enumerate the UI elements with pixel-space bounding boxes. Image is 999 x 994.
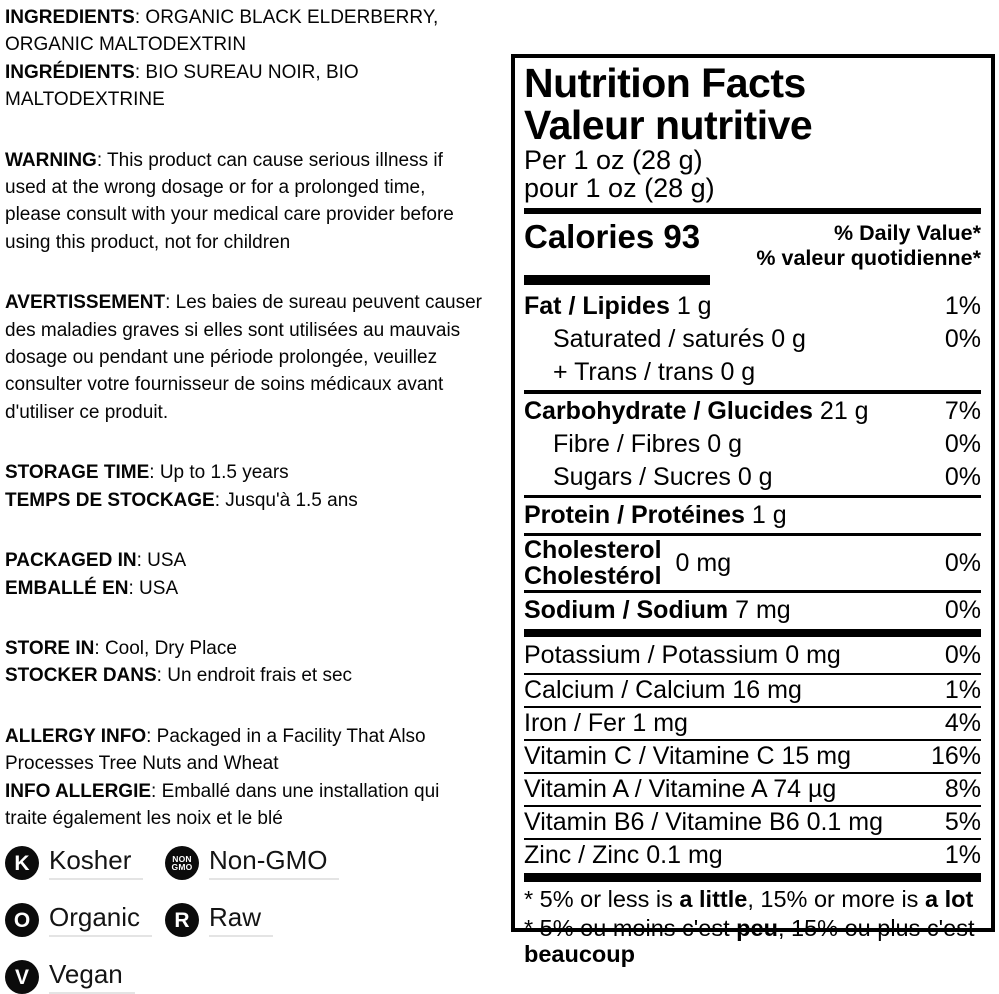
divider [524, 673, 981, 675]
iron-dv: 4% [944, 709, 981, 737]
thick-divider [524, 873, 981, 882]
organic-badge [5, 903, 165, 937]
store-in-block [5, 635, 483, 690]
calcium-dv: 1% [944, 676, 981, 704]
storage-time-en-label: STORAGE TIME [5, 462, 150, 484]
sugars-row: Sugars / Sucres 0 g 0% [524, 461, 981, 494]
kosher-badge [5, 846, 165, 880]
divider [524, 495, 981, 498]
storage-time-en-text: : Up to 1.5 years [149, 462, 289, 484]
warning-en-text: : This product can cause serious illness if used at the wrong dosage or for a prolonged time, please consult with your medical care provider before using this product, not for children [5, 149, 454, 253]
calories-value: Calories 93 [524, 218, 701, 255]
allergy-en [5, 723, 483, 778]
store-in-en [5, 635, 483, 662]
potassium-row: Potassium / Potassium 0 mg 0% [524, 639, 981, 672]
packaged-in-fr-label: EMBALLÉ EN [5, 577, 129, 599]
ingredients-en [5, 4, 483, 59]
nutrient-rows [524, 290, 981, 968]
packaged-in-en-text: : USA [136, 550, 187, 572]
vitamin-b6-row: Vitamin B6 / Vitamine B6 0.1 mg 5% [524, 808, 981, 836]
fat-row: Fat / Lipides 1 g 1% [524, 290, 981, 323]
non-gmo-icon: NON GMO [165, 846, 199, 880]
vitamin-c-dv: 16% [930, 742, 981, 770]
carbohydrate-row: Carbohydrate / Glucides 21 g 7% [524, 395, 981, 428]
iron-row: Iron / Fer 1 mg 4% [524, 709, 981, 737]
cholesterol-value: 0 mg [675, 548, 732, 577]
fat-dv: 1% [944, 292, 981, 320]
packaged-in-en-label: PACKAGED IN [5, 550, 137, 572]
allergy-fr-text: : Emballé dans une installation qui traite également les noix et le blé [5, 780, 440, 829]
raw-icon: R [165, 903, 199, 937]
storage-time-fr [5, 487, 483, 514]
fibre-row: Fibre / Fibres 0 g 0% [524, 428, 981, 461]
allergy-fr-label: INFO ALLERGIE [5, 780, 152, 802]
warning-en-label: WARNING [5, 149, 97, 171]
ingredients-fr-text: : BIO SUREAU NOIR, BIO MALTODEXTRINE [5, 61, 359, 111]
warning-fr-label: AVERTISSEMENT [5, 292, 166, 314]
storage-time-block [5, 459, 483, 514]
packaged-in-en [5, 547, 483, 574]
ingredients-fr-label: INGRÉDIENTS [5, 61, 135, 83]
kosher-label: Kosher [49, 847, 143, 879]
daily-value-header [756, 219, 981, 271]
divider [524, 772, 981, 774]
store-in-en-label: STORE IN [5, 637, 95, 659]
divider [524, 838, 981, 840]
raw-label: Raw [209, 904, 273, 936]
store-in-fr [5, 662, 483, 689]
divider [524, 706, 981, 708]
warning-fr [5, 289, 483, 426]
trans-fat-row: + Trans / trans 0 g [553, 358, 756, 386]
storage-time-en [5, 459, 483, 486]
fibre-dv: 0% [944, 430, 981, 458]
warning-block [5, 147, 483, 257]
nutrition-facts-title-en: Nutrition Facts [524, 60, 806, 106]
saturated-fat-row: Saturated / saturés 0 g 0% [524, 323, 981, 356]
zinc-dv: 1% [944, 841, 981, 869]
vitamin-c-row: Vitamin C / Vitamine C 15 mg 16% [524, 742, 981, 770]
nutrition-facts-title-fr: Valeur nutritive [524, 102, 813, 148]
store-in-en-text: : Cool, Dry Place [94, 637, 237, 659]
warning-fr-text: : Les baies de sureau peuvent causer des maladies graves si elles sont utilisées au mauvais dosage ou pendant une période prolongée, veuillez consulter votre fournisseur de soins médicaux avant d'utiliser ce produit. [5, 292, 482, 423]
storage-time-fr-text: : Jusqu'à 1.5 ans [214, 489, 358, 511]
vegan-label: Vegan [49, 961, 135, 993]
ingredients-fr [5, 59, 483, 114]
nutrition-facts-panel [511, 54, 995, 967]
storage-time-fr-label: TEMPS DE STOCKAGE [5, 489, 215, 511]
store-in-fr-text: : Un endroit frais et sec [156, 665, 353, 687]
packaged-in-fr-text: : USA [128, 577, 179, 599]
raw-badge [165, 903, 483, 937]
divider [524, 739, 981, 741]
non-gmo-badge [165, 846, 483, 880]
zinc-row: Zinc / Zinc 0.1 mg 1% [524, 841, 981, 869]
daily-value-fr: % valeur quotidienne* [756, 246, 981, 270]
vitamin-a-row: Vitamin A / Vitamine A 74 µg 8% [524, 775, 981, 803]
cholesterol-dv: 0% [944, 548, 981, 577]
ingredients-en-label: INGREDIENTS [5, 7, 135, 28]
store-in-fr-label: STOCKER DANS [5, 665, 157, 687]
divider [524, 805, 981, 807]
organic-icon: O [5, 903, 39, 937]
packaged-in-block [5, 547, 483, 602]
ingredients-block [5, 4, 483, 114]
calcium-row: Calcium / Calcium 16 mg 1% [524, 676, 981, 704]
thick-divider [524, 629, 981, 637]
vitamin-a-dv: 8% [944, 775, 981, 803]
warning-fr-block [5, 289, 483, 426]
allergy-block [5, 723, 483, 833]
daily-value-footnote: * 5% or less is a little, 15% or more is a lot [524, 886, 974, 912]
allergy-en-text: : Packaged in a Facility That Also Processes Tree Nuts and Wheat [5, 725, 426, 775]
carbohydrate-dv: 7% [944, 397, 981, 425]
allergy-fr [5, 778, 483, 833]
ingredients-en-text: : ORGANIC BLACK ELDERBERRY, ORGANIC MALTODEXTRIN [5, 7, 439, 56]
serving-size-en: Per 1 oz (28 g) [524, 145, 703, 175]
allergy-en-label: ALLERGY INFO [5, 725, 147, 747]
calories-block [524, 219, 981, 271]
potassium-dv: 0% [944, 641, 981, 669]
certification-badges [5, 846, 483, 994]
cholesterol-names: Cholesterol Cholestérol [524, 536, 662, 590]
vegan-icon: V [5, 960, 39, 994]
vegan-badge [5, 960, 165, 994]
saturated-fat-dv: 0% [944, 325, 981, 353]
kosher-icon: K [5, 846, 39, 880]
sugars-dv: 0% [944, 463, 981, 491]
info-column [5, 4, 483, 994]
daily-value-en: % Daily Value* [834, 221, 981, 245]
organic-label: Organic [49, 904, 152, 936]
serving-divider [524, 208, 981, 214]
cholesterol-row [524, 537, 981, 589]
divider [524, 390, 981, 394]
serving-size-fr: pour 1 oz (28 g) [524, 173, 715, 203]
daily-value-footnote-fr: * 5% ou moins c'est peu, 15% ou plus c'est beaucoup [524, 914, 975, 967]
calories-underline [524, 275, 710, 285]
warning-en [5, 147, 483, 257]
vitamin-b6-dv: 5% [944, 808, 981, 836]
packaged-in-fr [5, 575, 483, 602]
sodium-dv: 0% [944, 596, 981, 624]
sodium-row: Sodium / Sodium 7 mg 0% [524, 594, 981, 627]
protein-row: Protein / Protéines 1 g [524, 501, 787, 529]
divider [524, 590, 981, 593]
non-gmo-label: Non-GMO [209, 847, 339, 879]
